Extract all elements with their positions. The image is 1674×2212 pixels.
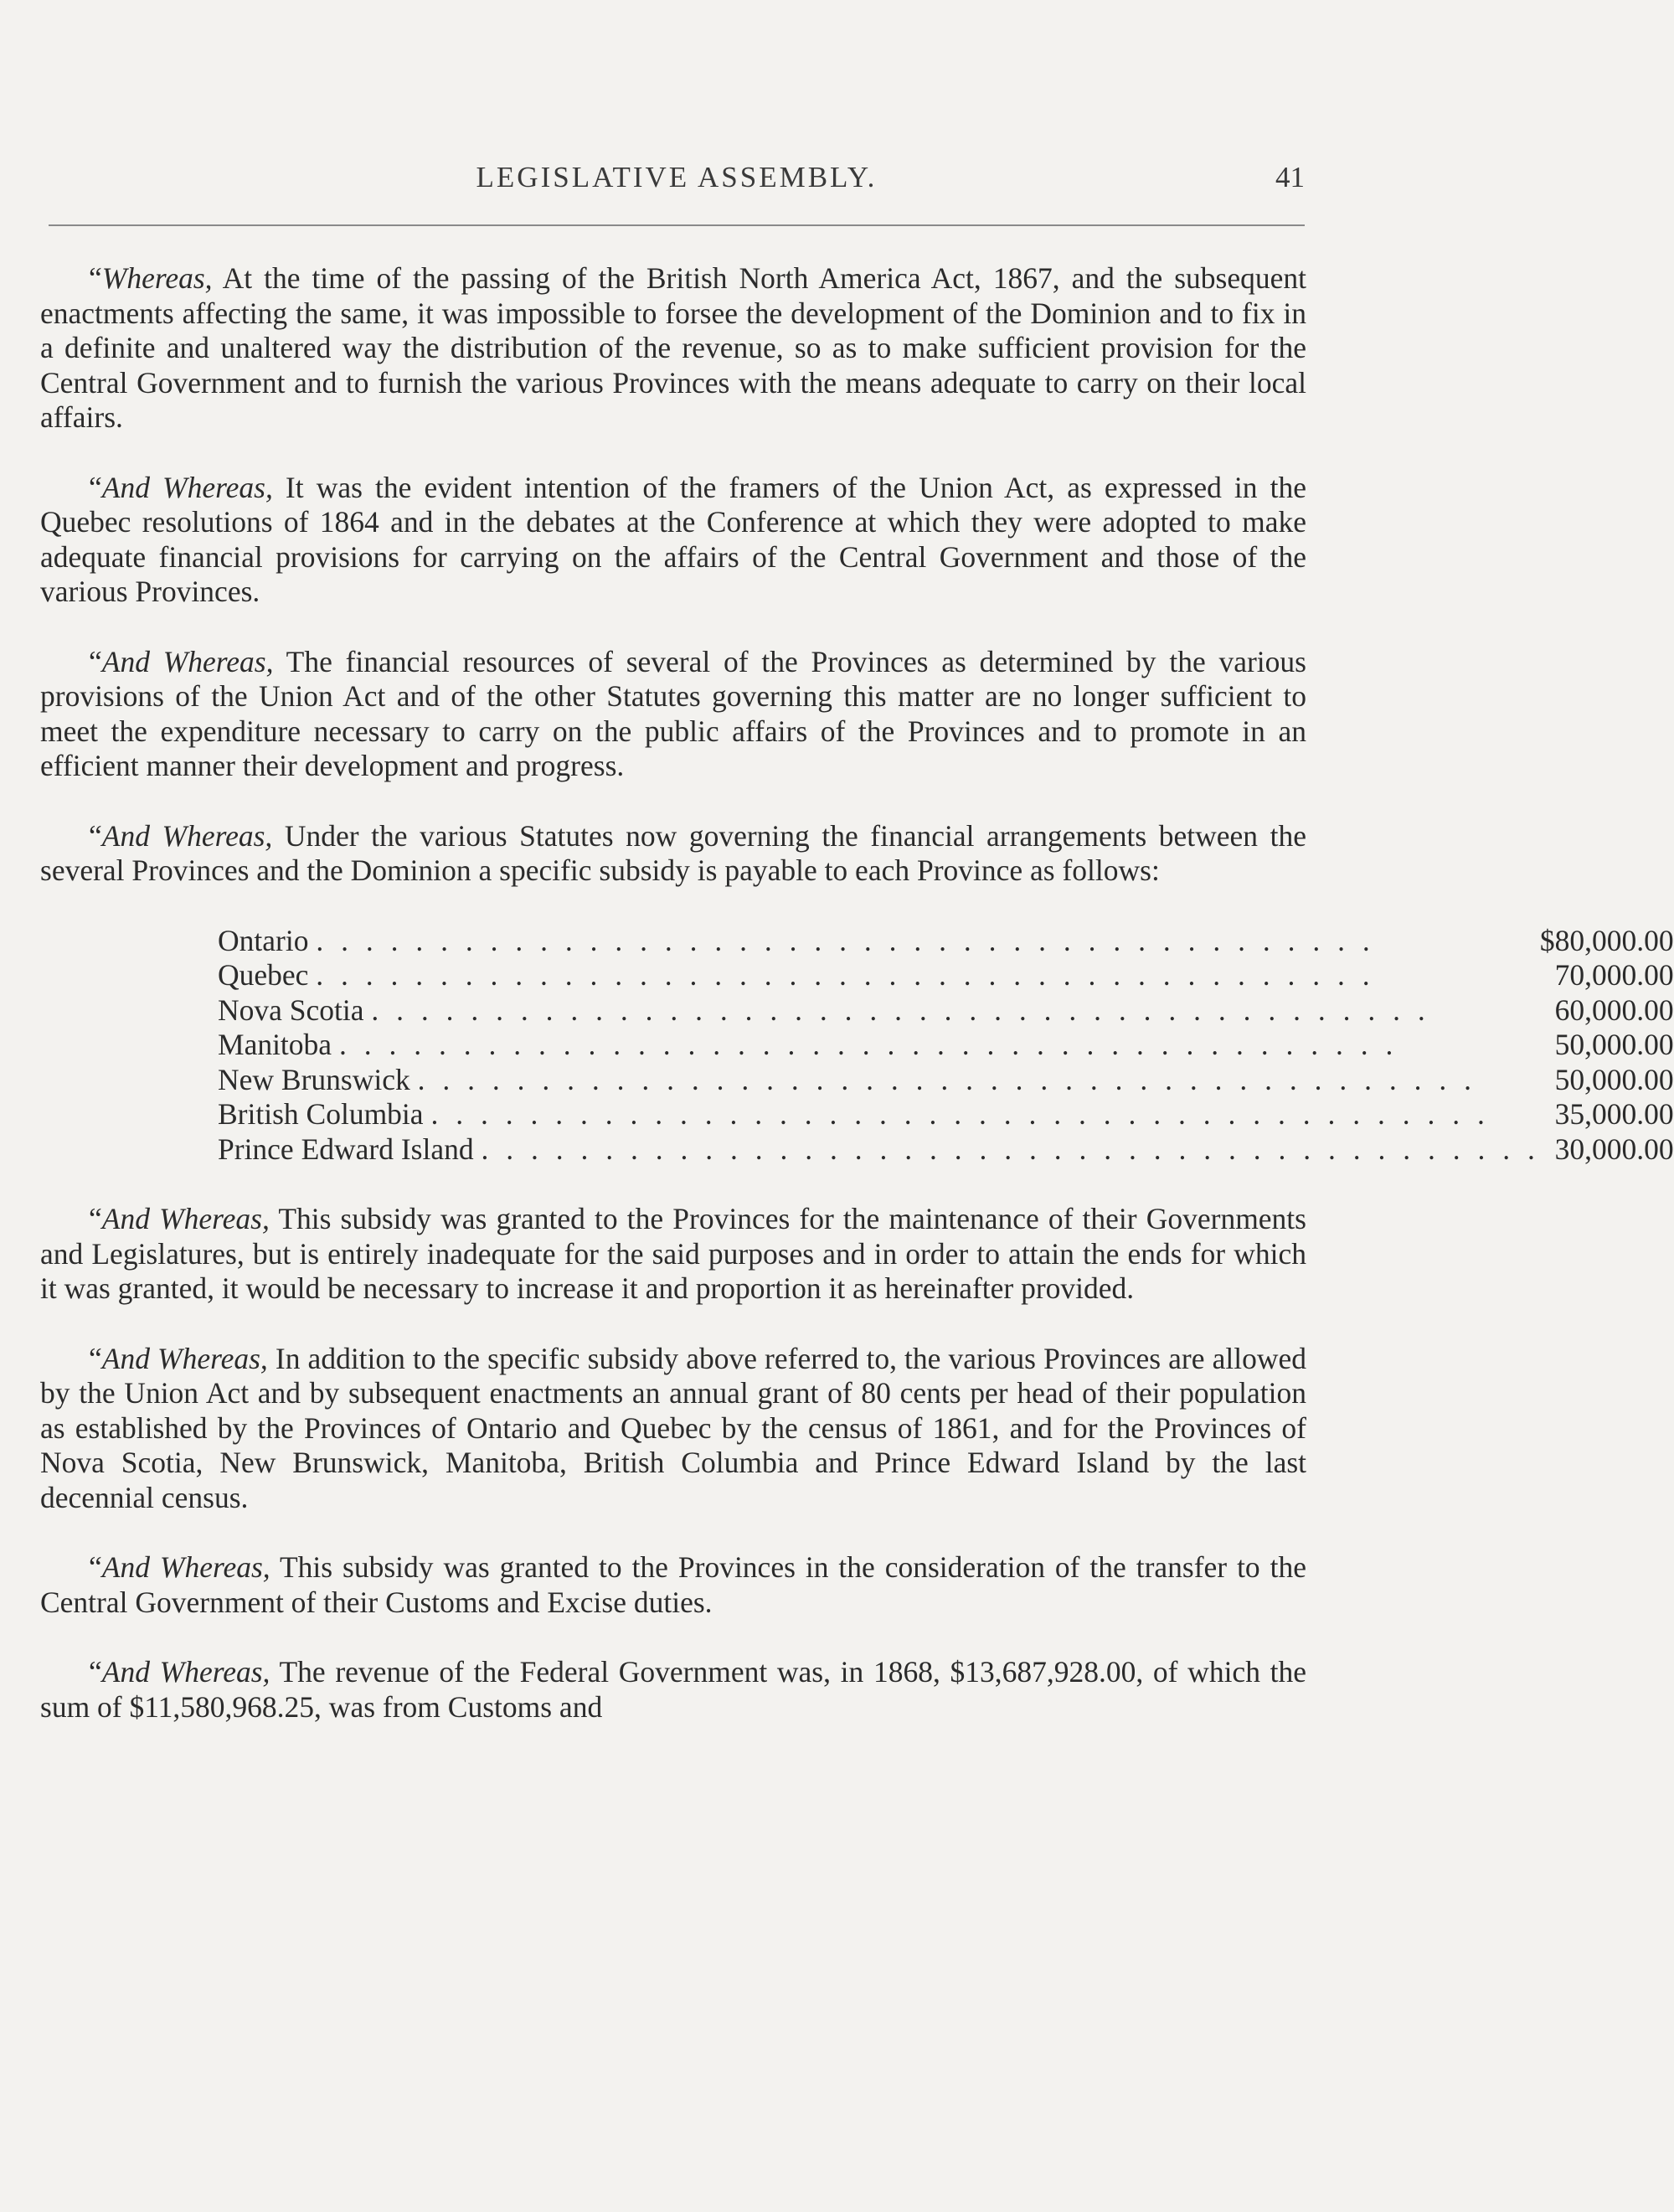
dot-leader: . . . . . . . . . . . . . . . . . . . . . . . . . . . . . . . . . . . . . . . . . . . bbox=[481, 1132, 1540, 1166]
subsidy-table bbox=[218, 924, 1674, 1168]
open-quote: “ bbox=[89, 1655, 102, 1689]
body-text bbox=[40, 261, 1674, 1725]
paragraph-whereas-6 bbox=[40, 1342, 1306, 1516]
paragraph-lead: And Whereas, bbox=[101, 1202, 270, 1235]
open-quote: “ bbox=[89, 818, 102, 853]
amount-cell: $80,000.00 bbox=[1539, 923, 1674, 957]
paragraph-text: Under the various Statutes now governing the financial arrangements between the several Provinces and the Dominion a specific subsidy is payable to each Province as follows: bbox=[40, 818, 1306, 887]
paragraph-lead: And Whereas, bbox=[101, 818, 273, 853]
paragraph-whereas-7 bbox=[40, 1550, 1306, 1620]
table-row bbox=[218, 993, 1674, 1029]
amount-cell: 60,000.00 bbox=[1554, 993, 1674, 1027]
paragraph-lead: And Whereas, bbox=[101, 1550, 270, 1584]
paragraph-lead: And Whereas, bbox=[101, 470, 273, 504]
paragraph-whereas-1 bbox=[40, 261, 1306, 436]
paragraph-text: It was the evident intention of the framers of the Union Act, as expressed in the Quebec resolutions of 1864 and in the debates at the Conference at which they were adopted to make adequate financial provisions for carrying on the affairs of the Central Government and those of the various Provinces. bbox=[40, 470, 1306, 608]
dot-leader: . . . . . . . . . . . . . . . . . . . . . . . . . . . . . . . . . . . . . . . . . . . bbox=[338, 1028, 1398, 1061]
open-quote: “ bbox=[89, 1341, 102, 1375]
paragraph-whereas-2 bbox=[40, 471, 1306, 610]
table-row bbox=[218, 1132, 1674, 1168]
dot-leader: . . . . . . . . . . . . . . . . . . . . . . . . . . . . . . . . . . . . . . . . . . . bbox=[371, 993, 1430, 1027]
dot-leader: . . . . . . . . . . . . . . . . . . . . . . . . . . . . . . . . . . . . . . . . . . . bbox=[316, 958, 1375, 992]
running-title: LEGISLATIVE ASSEMBLY. bbox=[476, 161, 878, 193]
paragraph-text: At the time of the passing of the British North America Act, 1867, and the subsequent enactments affecting the same, it was impossible to forsee the development of the Dominion and to fix in a definite and unaltered way the distribution of the revenue, so as to make sufficient provision for the Central Government and to furnish the various Provinces with the means adequate to carry on their local affairs. bbox=[40, 261, 1306, 434]
province-cell bbox=[218, 924, 1540, 959]
paragraph-whereas-3 bbox=[40, 645, 1306, 784]
paragraph-text: The financial resources of several of the Provinces as determined by the various provisions of the Union Act and of the other Statutes governing this matter are no longer sufficient to meet the expenditure necessary to carry on the public affairs of the Provinces and to promote in an efficient manner their development and progress. bbox=[40, 644, 1306, 782]
open-quote: “ bbox=[89, 1550, 102, 1584]
province-name: New Brunswick bbox=[218, 1062, 410, 1096]
amount-cell: 35,000.00 bbox=[1554, 1097, 1674, 1131]
amount-cell: 50,000.00 bbox=[1554, 1062, 1674, 1096]
table-row bbox=[218, 958, 1674, 993]
province-name: Ontario bbox=[218, 923, 309, 957]
province-name: Quebec bbox=[218, 958, 309, 992]
open-quote: “ bbox=[89, 1202, 102, 1235]
dot-leader: . . . . . . . . . . . . . . . . . . . . . . . . . . . . . . . . . . . . . . . . . . . bbox=[417, 1062, 1476, 1096]
paragraph-lead: And Whereas, bbox=[101, 1655, 270, 1689]
paragraph-whereas-4 bbox=[40, 819, 1306, 889]
table-row bbox=[218, 1063, 1674, 1098]
open-quote: “ bbox=[89, 644, 102, 678]
province-cell bbox=[218, 1132, 1540, 1168]
dot-leader: . . . . . . . . . . . . . . . . . . . . . . . . . . . . . . . . . . . . . . . . . . . bbox=[316, 923, 1375, 957]
running-head bbox=[49, 161, 1305, 201]
paragraph-text: The revenue of the Federal Government was, in 1868, $13,687,928.00, of which the sum of $11,580,968.25, was from Customs and bbox=[40, 1655, 1306, 1724]
paragraph-lead: And Whereas, bbox=[101, 644, 274, 678]
province-cell bbox=[218, 1097, 1540, 1132]
province-cell bbox=[218, 1063, 1540, 1098]
paragraph-lead: And Whereas, bbox=[101, 1341, 268, 1375]
table-row bbox=[218, 1097, 1674, 1132]
paragraph-text: This subsidy was granted to the Provinces in the consideration of the transfer to the Central Government of their Customs and Excise duties. bbox=[40, 1550, 1306, 1619]
open-quote: “ bbox=[89, 470, 102, 504]
province-cell bbox=[218, 993, 1540, 1029]
amount-cell: 30,000.00 bbox=[1554, 1132, 1674, 1166]
province-cell bbox=[218, 1028, 1540, 1063]
province-name: Prince Edward Island bbox=[218, 1132, 474, 1166]
header-rule bbox=[49, 224, 1305, 226]
province-cell bbox=[218, 958, 1540, 993]
paragraph-lead: Whereas, bbox=[101, 261, 213, 295]
amount-cell: 50,000.00 bbox=[1554, 1028, 1674, 1061]
dot-leader: . . . . . . . . . . . . . . . . . . . . . . . . . . . . . . . . . . . . . . . . . . . bbox=[430, 1097, 1490, 1131]
paragraph-whereas-8 bbox=[40, 1655, 1306, 1725]
table-row bbox=[218, 924, 1674, 959]
paragraph-text: In addition to the specific subsidy above referred to, the various Provinces are allowed by the Union Act and by subsequent enactments an annual grant of 80 cents per head of their population as established by the Provinces of Ontario and Quebec by the census of 1861, and for the Provinces of Nova Scotia, New Brunswick, Manitoba, British Columbia and Prince Edward Island by the last decennial census. bbox=[40, 1341, 1306, 1514]
province-name: British Columbia bbox=[218, 1097, 424, 1131]
amount-cell: 70,000.00 bbox=[1554, 958, 1674, 992]
province-name: Manitoba bbox=[218, 1028, 332, 1061]
open-quote: “ bbox=[89, 261, 102, 295]
page-number: 41 bbox=[1275, 161, 1305, 193]
paragraph-whereas-5 bbox=[40, 1202, 1306, 1307]
table-row bbox=[218, 1028, 1674, 1063]
paragraph-text: This subsidy was granted to the Provinces for the maintenance of their Governments and Legislatures, but is entirely inadequate for the said purposes and in order to attain the ends for which it was granted, it would be necessary to increase it and proportion it as hereinafter provided. bbox=[40, 1202, 1306, 1305]
province-name: Nova Scotia bbox=[218, 993, 364, 1027]
